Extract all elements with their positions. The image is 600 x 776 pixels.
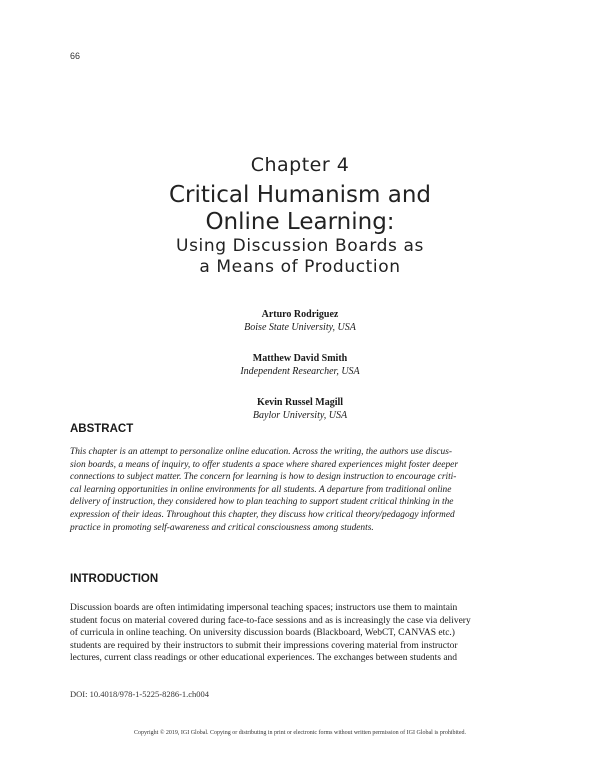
abstract-line: connections to subject matter. The concern for learning is how to design instruction to encourage criti- [70,472,457,483]
author-name: Kevin Russel Magill [256,397,344,408]
introduction-heading: INTRODUCTION [70,573,159,585]
author-affiliation: Boise State University, USA [244,322,356,333]
author-affiliation: Baylor University, USA [252,410,348,421]
abstract-line: sion boards, a means of inquiry, to offer students a space where shared experiences might foster deeper [70,459,458,470]
abstract-heading: ABSTRACT [70,423,134,435]
author-affiliation: Independent Researcher, USA [240,366,360,377]
doi-reference: DOI: 10.4018/978-1-5225-8286-1.ch004 [70,689,210,699]
author-list [0,308,600,440]
introduction-line: students are required by their instructors to submit their impressions covering material from instructor [70,640,458,651]
chapter-subtitle-line-2: a Means of Production [199,257,401,277]
introduction-line: Discussion boards are often intimidating impersonal teaching spaces; instructors use them to maintain [70,603,458,613]
abstract-line: cal learning opportunities in online environments for all students. A departure from traditional online [70,484,452,495]
introduction-text [70,602,534,665]
abstract-line: expression of their ideas. Throughout this chapter, they discuss how critical theory/pedagogy informed [70,509,455,520]
chapter-subtitle-line-1: Using Discussion Boards as [176,236,424,256]
author-block [0,352,600,396]
introduction-line: lectures, current class readings or other educational experiences. The exchanges between students and [70,653,458,664]
abstract-line: practice in promoting self-awareness and critical consciousness among students. [70,522,374,533]
page-number: 66 [70,51,81,61]
introduction-line: of curricula in online teaching. On university discussion boards (Blackboard, WebCT, CANVAS etc.) [70,628,455,639]
author-block [0,308,600,352]
chapter-label: Chapter 4 [250,154,350,176]
abstract-line: This chapter is an attempt to personalize online education. Across the writing, the authors use discus- [70,447,453,457]
chapter-subtitle [0,236,600,278]
chapter-title-line-2: Online Learning: [205,209,395,235]
introduction-line: student focus on material covered during face-to-face sessions and as is increasingly the case via delivery [70,615,471,626]
author-name: Matthew David Smith [252,353,348,364]
abstract-line: delivery of instruction, they considered how to plan teaching to support student critical thinking in the [70,497,454,508]
chapter-title-line-1: Critical Humanism and [168,182,432,208]
copyright-notice: Copyright © 2019, IGI Global. Copying or distributing in print or electronic forms without written permission of IGI Global is prohibited. [133,730,466,736]
author-name: Arturo Rodriguez [261,309,339,320]
chapter-title [0,182,600,236]
abstract-text [70,446,534,534]
